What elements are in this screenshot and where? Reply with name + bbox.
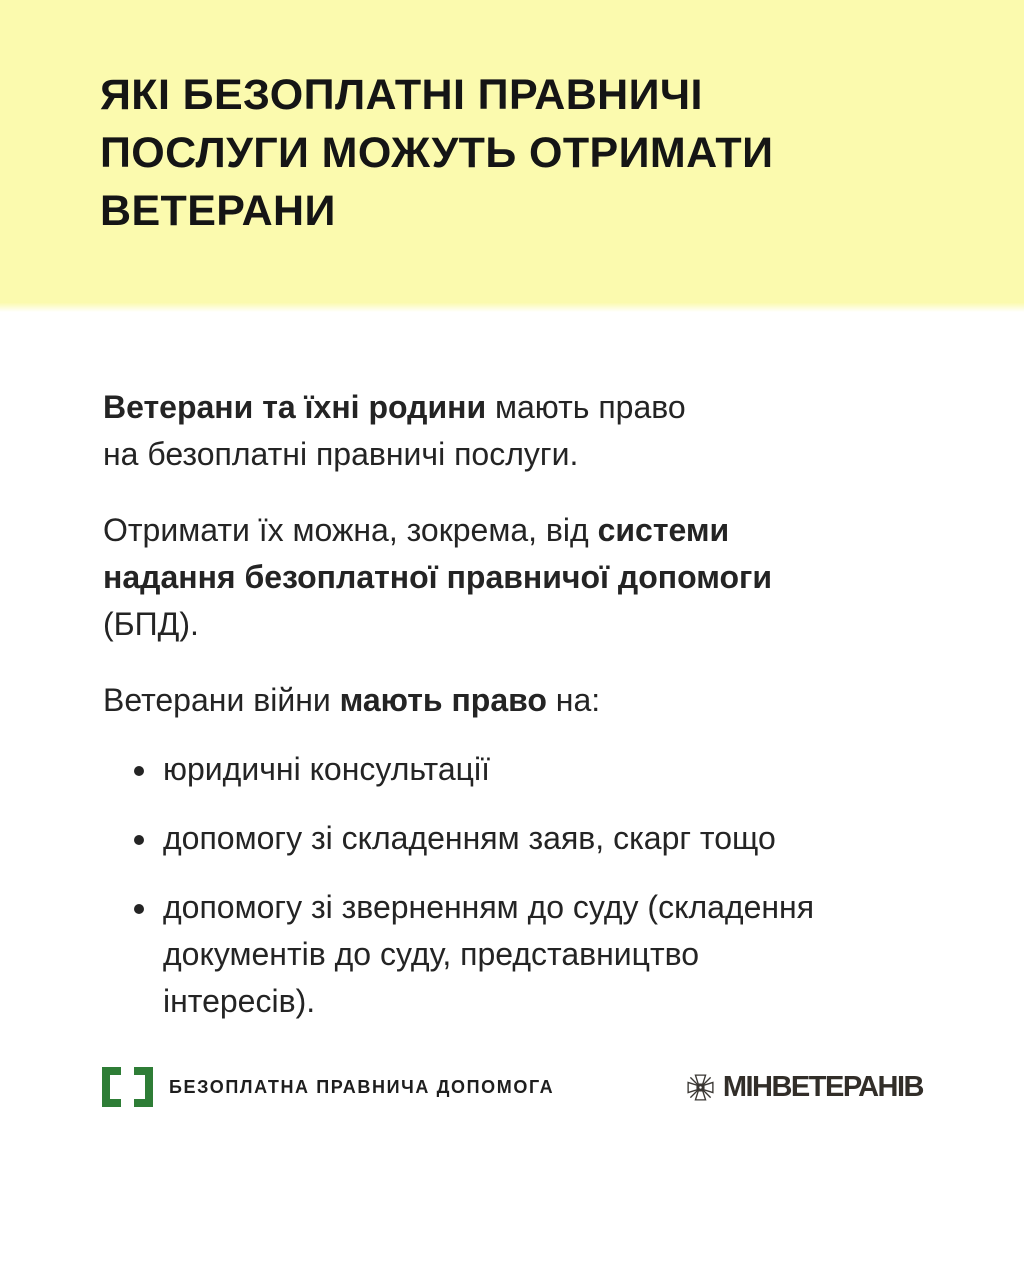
- header-banner: [0, 0, 1024, 312]
- list-item-text: юридичні консультації: [163, 751, 490, 787]
- list-item-text: допомогу зі складенням заяв, скарг тощо: [163, 820, 776, 856]
- list-item-text: допомогу зі зверненням до суду (складення документів до суду, представництво інтересів).: [163, 889, 815, 1019]
- paragraph-veterans-entitled: Ветерани війни мають право на:: [103, 682, 601, 718]
- bpd-logo-label: БЕЗОПЛАТНА ПРАВНИЧА ДОПОМОГА: [169, 1076, 555, 1097]
- bullet-dot-icon: [134, 766, 144, 776]
- minvet-logo: [687, 1071, 923, 1104]
- bullet-dot-icon: [134, 904, 144, 914]
- paragraph-bpd-system: Отримати їх можна, зокрема, від системи надання безоплатної правничої допомоги (БПД).: [103, 512, 773, 642]
- minvet-logo-label: МІНВЕТЕРАНІВ: [722, 1070, 923, 1103]
- veterans-ministry-emblem-icon: [687, 1074, 714, 1101]
- bullet-list: [103, 746, 929, 1025]
- list-item-legal-consultations: [103, 746, 929, 793]
- bullet-dot-icon: [134, 835, 144, 845]
- footer: [0, 1062, 1024, 1112]
- list-item-court-help: [103, 884, 929, 1025]
- list-item-statements-help: [103, 815, 929, 862]
- square-brackets-icon: [102, 1067, 153, 1107]
- bpd-logo: [102, 1067, 554, 1107]
- body-content: [0, 384, 1024, 1025]
- page-title: ЯКІ БЕЗОПЛАТНІ ПРАВНИЧІ ПОСЛУГИ МОЖУТЬ ОТРИМАТИ ВЕТЕРАНИ: [100, 71, 774, 235]
- paragraph-veterans-rights: Ветерани та їхні родини мають право на безоплатні правничі послуги.: [103, 389, 686, 472]
